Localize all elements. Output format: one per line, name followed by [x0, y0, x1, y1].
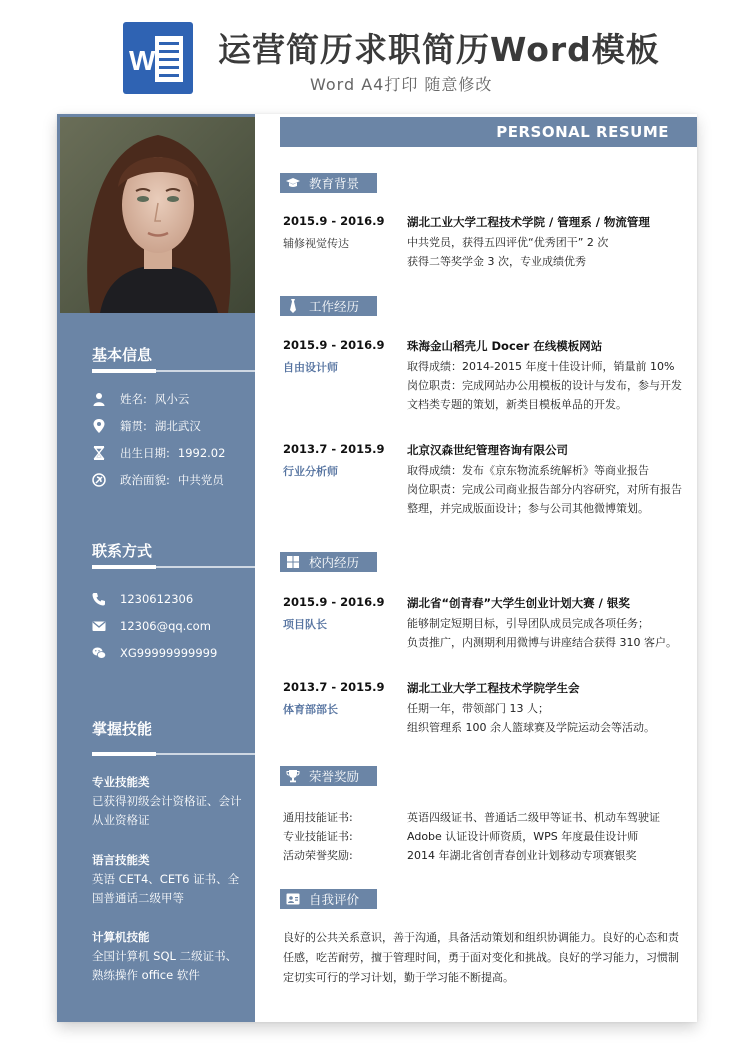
- campus-organization: 湖北省“创青春”大学生创业计划大赛 / 银奖: [407, 596, 630, 610]
- basic-value: 中共党员: [177, 473, 224, 487]
- skill-group-head: 语言技能类: [92, 853, 150, 867]
- banner-text: PERSONAL RESUME: [496, 123, 669, 141]
- basic-info-divider: [92, 370, 255, 372]
- basic-info-title: 基本信息: [92, 346, 153, 364]
- education-details: [407, 233, 685, 271]
- basic-label: 出生日期:: [120, 446, 170, 460]
- campus-role: 体育部部长: [283, 703, 338, 716]
- education-minor: 辅修视觉传达: [283, 237, 349, 250]
- tie-icon: [286, 299, 300, 313]
- person-icon: [92, 392, 106, 406]
- work-description: 取得成绩：发布《京东物流系统解析》等商业报告 岗位职责：完成公司商业报告部分内容研究，对所有报告整理，并完成版面设计；参与公司其他微博策划。: [407, 464, 682, 515]
- work-role: 自由设计师: [283, 361, 338, 374]
- contact-value: XG99999999999: [120, 646, 218, 660]
- contact-divider: [92, 566, 255, 568]
- skill-group-head: 专业技能类: [92, 775, 150, 789]
- wechat-icon: [92, 646, 106, 660]
- section-campus-header: [280, 552, 377, 572]
- award-value: 英语四级证书、普通话二级甲等证书、机动车驾驶证: [407, 811, 660, 824]
- phone-icon: [92, 592, 106, 606]
- skill-group-head: 计算机技能: [92, 930, 150, 944]
- section-education-header: [280, 173, 377, 193]
- education-date: 2015.9 - 2016.9: [283, 214, 385, 228]
- contact-title: 联系方式: [92, 542, 153, 560]
- mail-icon: [92, 619, 106, 633]
- work-description: 取得成绩：2014-2015 年度十佳设计师，销量前 10% 岗位职责：完成网站办公用模板的设计与发布，参与开发文档类专题的策划，新类目模板单品的开发。: [407, 360, 682, 411]
- windows-grid-icon: [286, 555, 300, 569]
- word-logo-letter: W: [129, 45, 156, 76]
- campus-description: 任期一年，带领部门 13 人； 组织管理系 100 余人篮球赛及学院运动会等活动。: [407, 702, 655, 734]
- work-role: 行业分析师: [283, 465, 338, 478]
- skill-group-body: 全国计算机 SQL 二级证书、熟练操作 office 软件: [92, 949, 238, 982]
- basic-row-birth: [92, 444, 225, 462]
- section-work-header: [280, 296, 377, 316]
- award-label: 活动荣誉奖励:: [283, 849, 353, 862]
- campus-organization: 湖北工业大学工程技术学院学生会: [407, 681, 580, 695]
- basic-row-politics: [92, 471, 224, 489]
- campus-description: 能够制定短期目标，引导团队成员完成各项任务； 负责推广，内测期利用微博与讲座结合获得 310 客户。: [407, 617, 677, 649]
- section-title: 荣誉奖励: [309, 769, 360, 784]
- work-date: 2013.7 - 2015.9: [283, 442, 385, 456]
- award-value: 2014 年湖北省创青春创业计划移动专项赛银奖: [407, 849, 637, 862]
- section-title: 校内经历: [309, 555, 360, 570]
- contact-row-wechat: [92, 644, 217, 662]
- award-label: 专业技能证书:: [283, 830, 353, 843]
- skill-group-body: 已获得初级会计资格证、会计从业资格证: [92, 794, 242, 827]
- contact-value: 1230612306: [120, 592, 194, 606]
- award-label: 通用技能证书:: [283, 811, 353, 824]
- profile-photo: [60, 117, 255, 313]
- document-subtitle: Word A4打印 随意修改: [310, 75, 493, 94]
- document-title: 运营简历求职简历Word模板: [218, 30, 660, 69]
- section-title: 自我评价: [309, 892, 360, 907]
- skills-divider: [92, 753, 255, 755]
- basic-row-origin: [92, 417, 201, 435]
- work-date: 2015.9 - 2016.9: [283, 338, 385, 352]
- contact-row-email: [92, 617, 211, 635]
- basic-label: 姓名:: [120, 392, 147, 406]
- skill-group-body: 英语 CET4、CET6 证书、全国普通话二级甲等: [92, 872, 240, 905]
- party-badge-icon: [92, 473, 106, 487]
- sidebar: [57, 114, 255, 1022]
- award-value: Adobe 认证设计师资质，WPS 年度最佳设计师: [407, 830, 639, 843]
- basic-value: 1992.02: [177, 446, 226, 460]
- basic-label: 政治面貌:: [120, 473, 170, 487]
- work-company: 北京汉森世纪管理咨询有限公司: [407, 443, 568, 457]
- basic-value: 湖北武汉: [154, 419, 201, 433]
- campus-role: 项目队长: [283, 618, 327, 631]
- section-self-eval-header: [280, 889, 377, 909]
- personal-resume-banner: [280, 117, 697, 147]
- section-title: 工作经历: [309, 299, 360, 314]
- trophy-icon: [286, 769, 300, 783]
- graduation-cap-icon: [286, 176, 300, 190]
- basic-row-name: [92, 390, 189, 408]
- section-title: 教育背景: [309, 176, 360, 191]
- basic-label: 籍贯:: [120, 419, 147, 433]
- education-line: 中共党员，获得五四评优“优秀团干” 2 次: [407, 236, 609, 249]
- contact-row-phone: [92, 590, 193, 608]
- campus-date: 2013.7 - 2015.9: [283, 680, 385, 694]
- contact-value: 12306@qq.com: [120, 619, 211, 633]
- person-card-icon: [286, 892, 300, 906]
- self-evaluation-text: 良好的公共关系意识，善于沟通，具备活动策划和组织协调能力。良好的心态和责任感，吃苦耐劳，擅于管理时间，勇于面对变化和挑战。良好的学习能力，习惯制定切实可行的学习计划，勤于学习能不断提高。: [283, 931, 679, 984]
- work-company: 珠海金山稻壳儿 Docer 在线模板网站: [407, 339, 603, 353]
- resume-page: [57, 114, 697, 1022]
- education-school: 湖北工业大学工程技术学院 / 管理系 / 物流管理: [407, 215, 650, 229]
- section-awards-header: [280, 766, 377, 786]
- hourglass-icon: [92, 446, 106, 460]
- skills-title: 掌握技能: [92, 720, 153, 738]
- education-line: 获得二等奖学金 3 次，专业成绩优秀: [407, 255, 586, 268]
- basic-value: 风小云: [154, 392, 190, 406]
- location-pin-icon: [92, 419, 106, 433]
- campus-date: 2015.9 - 2016.9: [283, 595, 385, 609]
- word-logo-icon: [123, 22, 193, 94]
